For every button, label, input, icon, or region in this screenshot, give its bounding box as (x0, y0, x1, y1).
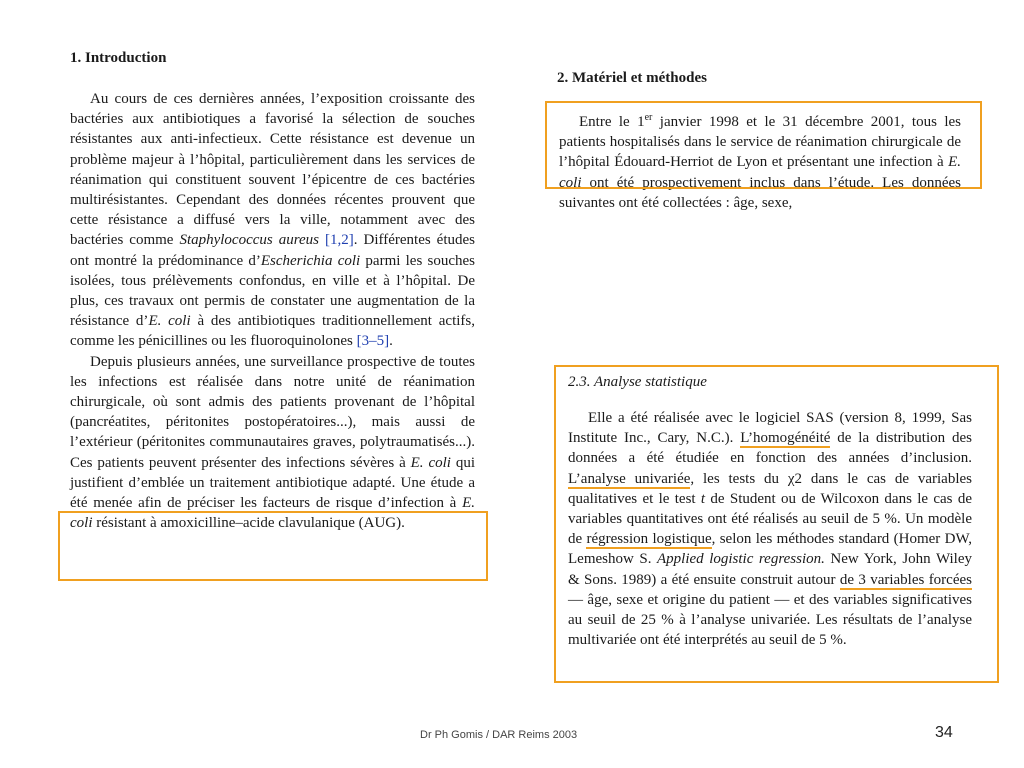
stats-text (568, 408, 972, 650)
intro-paragraph-2: Depuis plusieurs années, une surveillance prospective de toutes les infections est réalisée dans notre unité de réanimation chirurgicale, où sont admis des patients provenant de l’hôpital (pancréatites, péritonites postopératoires...), mais aussi de l’extérieur (péritonites communautaires graves, polytraumatisés...). Ces patients peuvent présenter des infections sévères à E. coli qui justifient d’emblée un traitement antibiotique adapté. Une étude a été menée afin de préciser les facteurs de risque d’infection à E. coli résistant à amoxicilline–acide clavulanique (AUG). (70, 353, 475, 532)
reference-link[interactable]: [1,2] (325, 232, 354, 249)
underline-variables-forcees: de 3 variables forcées (839, 571, 972, 588)
page-number: 34 (935, 724, 953, 741)
reference-link[interactable]: [3–5] (356, 333, 390, 350)
underline-analyse-univariee: L’analyse univariée (568, 470, 691, 487)
methods-paragraph: Entre le 1er janvier 1998 et le 31 décembre 2001, tous les patients hospitalisés dans le service de réanimation chirurgicale de l’hôpital Édouard-Herriot de Lyon et présentant une infection à E. coli ont été prospectivement inclus dans l’étude. Les données suivantes ont été collectées : âge, sexe, (559, 112, 961, 211)
highlight-box-objective (58, 511, 488, 581)
stats-paragraph: Elle a été réalisée avec le logiciel SAS (version 8, 1999, Sas Institute Inc., Cary, N.C.). L’homogénéité de la distribution des données a été étudiée en fonction des années d’inclusion. L’analyse univariée, les tests du χ2 dans le cas de variables qualitatives et le test t de Student ou de Wilcoxon dans le cas de variables quantitatives ont été réalisés au seuil de 5 %. Un modèle de régression logistique, selon les méthodes standard (Homer DW, Lemeshow S. Applied logistic regression. New York, John Wiley & Sons. 1989) a été ensuite construit autour de 3 variables forcées — âge, sexe et origine du patient — et des variables significatives au seuil de 25 % à l’analyse univariée. Les résultats de l’analyse multivariée ont été interprétés au seuil de 5 %. (568, 410, 972, 649)
intro-heading: 1. Introduction (70, 50, 167, 66)
stats-heading: 2.3. Analyse statistique (568, 374, 707, 390)
intro-paragraph-1: Au cours de ces dernières années, l’exposition croissante des bactéries aux antibiotiques a favorisé la sélection de souches résistantes aux anti-infectieux. Cette résistance est devenue un problème majeur à l’hôpital, particulièrement dans les services de réanimation qui constituent souvent l’épicentre de ces bactéries multirésistantes. Cependant des données récentes prouvent que cette résistance a diffusé vers la ville, notamment avec des bactéries comme Staphylococcus aureus [1,2]. Différentes études ont montré la prédominance d’Escherichia coli parmi les souches isolées, tous prélèvements confondus, en ville et à l’hôpital. De plus, ces travaux ont permis de constater une augmentation de la résistance d’E. coli à des antibiotiques traditionnellement actifs, comme les pénicillines ou les fluoroquinolones [3–5]. (70, 91, 476, 350)
highlight-box-inclusion (545, 101, 982, 189)
intro-text (70, 89, 475, 533)
underline-regression-logistique: régression logistique (586, 531, 712, 548)
underline-homogeneite: L’homogénéité (740, 430, 831, 447)
methods-heading: 2. Matériel et méthodes (557, 70, 707, 86)
slide-footer: Dr Ph Gomis / DAR Reims 2003 (420, 729, 578, 741)
